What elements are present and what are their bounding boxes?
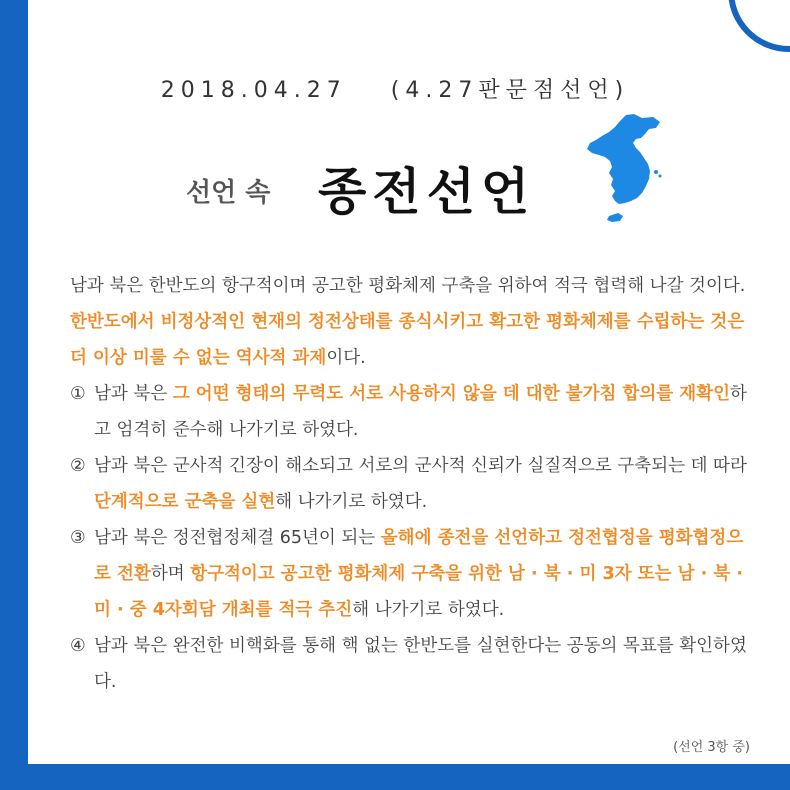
item-text-plain: 남과 북은 군사적 긴장이 해소되고 서로의 군사적 신뢰가 실질적으로 구축되는 데 따라 bbox=[94, 456, 747, 476]
item-number: ④ bbox=[70, 636, 86, 656]
item-text-highlight: 항구적이고 공고한 평화체제 구축을 위한 남 · 북 · 미 3자 또는 남 · 북 · 미 · 중 4자회담 개최를 적극 추진 bbox=[94, 564, 743, 620]
item-text-plain: 남과 북은 정전협정체결 65년이 되는 bbox=[94, 528, 381, 548]
date-text: 2018.04.27 bbox=[160, 78, 347, 103]
statement-highlight: 한반도에서 비정상적인 현재의 정전상태를 종식시키고 확고한 평화체제를 수립하는 것은 더 이상 미룰 수 없는 역사적 과제 bbox=[70, 312, 745, 368]
item-text-plain: 하며 bbox=[150, 564, 191, 584]
item-text-plain: 해 나가기로 하였다. bbox=[352, 600, 505, 620]
item-text bbox=[94, 376, 760, 448]
date-header bbox=[0, 73, 790, 104]
bottom-frame-bar bbox=[0, 764, 790, 790]
list-item-2 bbox=[70, 448, 760, 520]
declaration-body bbox=[70, 268, 760, 700]
intro-paragraph: 남과 북은 한반도의 항구적이며 공고한 평화체제 구축을 위하여 적극 협력해 나갈 것이다. bbox=[70, 276, 746, 296]
list-item-1 bbox=[70, 376, 760, 448]
item-text-plain: 해 나가기로 하였다. bbox=[275, 492, 428, 512]
footnote: (선언 3항 중) bbox=[673, 740, 750, 755]
list-item-3 bbox=[70, 520, 760, 628]
item-text-highlight: 단계적으로 군축을 실현 bbox=[94, 492, 276, 512]
item-text-highlight: 그 어떤 형태의 무력도 서로 사용하지 않을 데 대한 불가침 합의를 재확인 bbox=[172, 384, 731, 404]
item-text: 남과 북은 완전한 비핵화를 통해 핵 없는 한반도를 실현한다는 공동의 목표를 확인하였다. bbox=[94, 636, 747, 692]
statement-paragraph bbox=[70, 304, 760, 376]
item-number: ① bbox=[70, 384, 86, 404]
main-title: 종전선언 bbox=[318, 163, 536, 221]
item-number: ③ bbox=[70, 528, 86, 548]
left-frame-bar bbox=[0, 0, 28, 790]
korean-peninsula-map-icon bbox=[582, 112, 664, 230]
subtitle: 선언 속 bbox=[186, 178, 271, 208]
title-row bbox=[0, 148, 790, 228]
event-text: (4.27판문점선언) bbox=[390, 78, 630, 103]
corner-arc-decoration bbox=[728, 0, 790, 52]
item-text-plain: 남과 북은 bbox=[94, 384, 173, 404]
item-text bbox=[94, 520, 760, 628]
item-text-highlight: 올해에 종전을 선언하고 정전협정을 평화협정으로 전환 bbox=[94, 528, 744, 584]
item-number: ② bbox=[70, 456, 86, 476]
list-item-4 bbox=[70, 628, 760, 700]
item-text bbox=[94, 448, 760, 520]
statement-end: 이다. bbox=[326, 348, 366, 368]
item-text-plain: 하고 엄격히 준수해 나가기로 하였다. bbox=[94, 384, 747, 440]
